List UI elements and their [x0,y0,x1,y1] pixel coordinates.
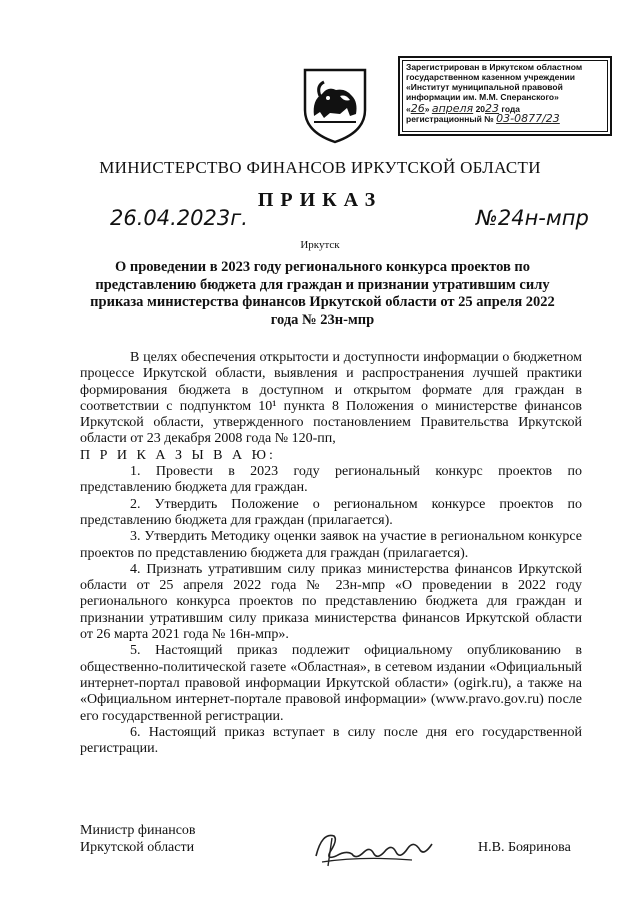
signatory-name: Н.В. Бояринова [478,840,571,855]
stamp-date-year: 23 [485,102,500,115]
order-number: №24н-мпр [476,206,589,230]
order-body [80,350,582,757]
document-type: ПРИКАЗ [257,189,383,211]
coat-of-arms-emblem [300,66,370,144]
ministry-name: МИНИСТЕРСТВО ФИНАНСОВ ИРКУТСКОЙ ОБЛАСТИ [99,158,541,177]
stamp-reg-line: регистрационный № 03-0877/23 [406,112,560,125]
order-item: 2. Утвердить Положение о региональном конкурсе проектов по представлению бюджета для граждан (прилагается). [80,496,582,528]
order-item: 4. Признать утратившим силу приказ министерства финансов Иркутской области от 25 апреля 2022 года № 23н-мпр «О проведении в 2022 году регионального конкурса проектов по представлению бюджета для граждан и признании утратившим силу приказа министерства финансов Иркутской области от 26 марта 2021 года № 16н-мпр». [80,561,582,643]
order-date: 26.04.2023г. [110,206,248,230]
order-item: 5. Настоящий приказ подлежит официальному опубликованию в общественно-политической газете «Областная», в сетевом издании «Официальный интернет-портал правовой информации Иркутской области» (ogirk.ru), а также на «Официальном интернет-портале правовой информации» (www.pravo.gov.ru) после его государственной регистрации. [80,643,582,724]
stamp-line: Зарегистрирован в Иркутском областном [406,62,583,72]
signatory-position-line: Министр финансов [80,823,196,838]
signatory-position-line: Иркутской области [80,840,195,855]
stamp-line: информации им. М.М. Сперанского» [406,92,559,102]
stamp-reg-number: 03-0877/23 [496,112,560,125]
stamp-date-line: «26» апреля 2023 года [406,102,521,115]
order-title: О проведении в 2023 году регионального конкурса проектов по представлению бюджета для граждан и признании утратившим силу приказа министерства финансов Иркутской области от 25 апреля 2022 года № 23н-мпр [90,259,555,328]
order-item: 6. Настоящий приказ вступает в силу после дня его государственной регистрации. [80,724,582,757]
city-name: Иркутск [300,239,340,251]
stamp-date-month: апреля [431,102,474,115]
handwritten-signature [312,826,436,870]
stamp-line: государственном казенном учреждении [406,72,575,82]
stamp-date-day: 26 [410,102,425,115]
stamp-line: «Институт муниципальной правовой [406,82,563,92]
order-item: 1. Провести в 2023 году региональный конкурс проектов по представлению бюджета для граждан. [80,464,582,496]
order-word: П Р И К А З Ы В А Ю: [80,447,276,463]
registration-stamp [398,56,612,136]
preamble-paragraph: В целях обеспечения открытости и доступности информации о бюджетном процессе Иркутской области, выявления и распространения лучшей практики формирования бюджета в доступном и открытом формате для граждан в соответствии с подпунктом 10¹ пункта 8 Положения о министерстве финансов Иркутской области, утвержденного постановлением Правительства Иркутской области от 23 декабря 2008 года № 120-пп, [80,350,582,447]
signatory-position [80,822,196,856]
order-item: 3. Утвердить Методику оценки заявок на участие в региональном конкурсе проектов по представлению бюджета для граждан (прилагается). [80,529,582,561]
